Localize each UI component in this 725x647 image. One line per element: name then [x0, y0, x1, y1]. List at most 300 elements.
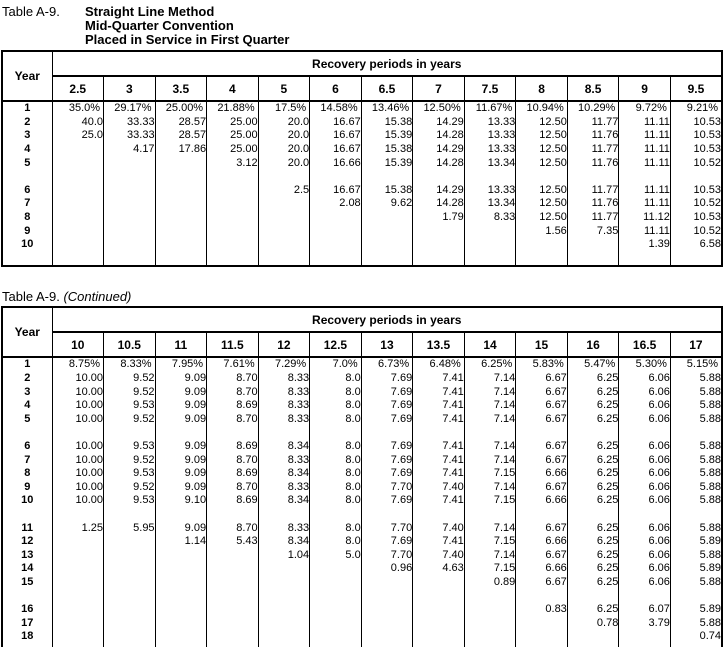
- year-cell: 3: [2, 129, 52, 143]
- value-cell: [258, 224, 310, 238]
- value-cell: 6.25: [567, 494, 619, 508]
- recovery-periods-header: Recovery periods in years: [52, 51, 722, 76]
- value-cell: 8.34: [258, 535, 310, 549]
- table-row: [2, 440, 722, 454]
- value-cell: 9.52: [104, 480, 156, 494]
- value-cell: 9.52: [104, 385, 156, 399]
- value-cell: [52, 576, 104, 590]
- value-cell: 7.70: [361, 548, 413, 562]
- value-cell: 1.14: [155, 535, 207, 549]
- spacer-cell: [464, 508, 516, 522]
- value-cell: [258, 238, 310, 252]
- table-a9-part2: [1, 306, 723, 647]
- table-row: [2, 467, 722, 481]
- period-column-header: 10: [52, 332, 104, 357]
- value-cell: [207, 238, 259, 252]
- value-cell: 11.76: [567, 197, 619, 211]
- value-cell: 8.70: [207, 413, 259, 427]
- year-cell: 4: [2, 399, 52, 413]
- value-cell: 7.14: [464, 413, 516, 427]
- value-cell: [104, 616, 156, 630]
- value-cell: 8.34: [258, 440, 310, 454]
- value-cell: 7.14: [464, 453, 516, 467]
- title-line-method: Straight Line Method: [85, 4, 215, 19]
- value-cell: [464, 224, 516, 238]
- value-cell: 10.00: [52, 467, 104, 481]
- spacer-cell: [619, 589, 671, 603]
- value-cell: [52, 616, 104, 630]
- spacer-cell: [619, 252, 671, 267]
- value-cell: [567, 238, 619, 252]
- value-cell: 6.67: [516, 480, 568, 494]
- year-cell: 7: [2, 197, 52, 211]
- value-cell: 8.70: [207, 372, 259, 386]
- value-cell: 7.69: [361, 467, 413, 481]
- value-cell: 6.25: [567, 576, 619, 590]
- year-cell: 10: [2, 494, 52, 508]
- value-cell: 40.0: [52, 116, 104, 130]
- value-cell: 8.70: [207, 480, 259, 494]
- value-cell: 10.52: [670, 197, 722, 211]
- spacer-cell: [619, 644, 671, 647]
- spacer-row: [2, 252, 722, 267]
- table-row: [2, 603, 722, 617]
- year-cell: 12: [2, 535, 52, 549]
- value-cell: 6.66: [516, 494, 568, 508]
- spacer-cell: [464, 426, 516, 440]
- year-cell: 17: [2, 616, 52, 630]
- value-cell: 14.58%: [310, 101, 362, 116]
- value-cell: 9.09: [155, 385, 207, 399]
- period-column-header: 12.5: [310, 332, 362, 357]
- value-cell: 6.06: [619, 467, 671, 481]
- table-row: [2, 562, 722, 576]
- value-cell: 8.70: [207, 453, 259, 467]
- value-cell: 6.06: [619, 494, 671, 508]
- value-cell: 7.15: [464, 494, 516, 508]
- value-cell: [155, 211, 207, 225]
- value-cell: 10.00: [52, 413, 104, 427]
- value-cell: 6.67: [516, 521, 568, 535]
- value-cell: 6.67: [516, 453, 568, 467]
- value-cell: [361, 576, 413, 590]
- value-cell: [52, 238, 104, 252]
- recovery-periods-header: Recovery periods in years: [52, 307, 722, 332]
- value-cell: 9.52: [104, 372, 156, 386]
- value-cell: 1.39: [619, 238, 671, 252]
- table-row: [2, 129, 722, 143]
- value-cell: [310, 238, 362, 252]
- spacer-cell: [52, 644, 104, 647]
- spacer-cell: [567, 644, 619, 647]
- value-cell: [207, 576, 259, 590]
- year-cell: 11: [2, 521, 52, 535]
- table-row: [2, 156, 722, 170]
- value-cell: 17.5%: [258, 101, 310, 116]
- value-cell: [361, 238, 413, 252]
- value-cell: 5.88: [670, 372, 722, 386]
- value-cell: [104, 576, 156, 590]
- value-cell: 9.53: [104, 440, 156, 454]
- spacer-cell: [104, 252, 156, 267]
- value-cell: 6.06: [619, 440, 671, 454]
- value-cell: 6.25: [567, 385, 619, 399]
- value-cell: 7.41: [413, 385, 465, 399]
- value-cell: 7.41: [413, 467, 465, 481]
- value-cell: 9.09: [155, 399, 207, 413]
- value-cell: 6.67: [516, 372, 568, 386]
- value-cell: 11.77: [567, 184, 619, 198]
- value-cell: 10.94%: [516, 101, 568, 116]
- year-cell: 15: [2, 576, 52, 590]
- year-cell: 1: [2, 101, 52, 116]
- year-cell: 3: [2, 385, 52, 399]
- table-a9-part1: [1, 50, 723, 267]
- value-cell: 12.50: [516, 197, 568, 211]
- spacer-cell: [104, 644, 156, 647]
- value-cell: [207, 184, 259, 198]
- value-cell: 9.09: [155, 440, 207, 454]
- value-cell: [310, 630, 362, 644]
- value-cell: [619, 630, 671, 644]
- table-row: [2, 238, 722, 252]
- value-cell: 6.25: [567, 535, 619, 549]
- value-cell: 13.34: [464, 197, 516, 211]
- header-row-span: [2, 307, 722, 332]
- table-row: [2, 116, 722, 130]
- value-cell: 6.06: [619, 480, 671, 494]
- value-cell: 7.41: [413, 535, 465, 549]
- spacer-cell: [104, 426, 156, 440]
- value-cell: [464, 238, 516, 252]
- value-cell: [413, 630, 465, 644]
- value-cell: 8.0: [310, 521, 362, 535]
- value-cell: [464, 603, 516, 617]
- value-cell: 5.0: [310, 548, 362, 562]
- value-cell: 12.50: [516, 156, 568, 170]
- value-cell: 7.29%: [258, 357, 310, 372]
- value-cell: 6.25: [567, 413, 619, 427]
- year-cell: 9: [2, 224, 52, 238]
- spacer-cell: [464, 252, 516, 267]
- value-cell: 2.5: [258, 184, 310, 198]
- value-cell: 11.11: [619, 116, 671, 130]
- value-cell: 16.67: [310, 129, 362, 143]
- spacer-cell: [207, 644, 259, 647]
- value-cell: 10.53: [670, 184, 722, 198]
- spacer-cell: [567, 426, 619, 440]
- spacer-cell: [464, 170, 516, 184]
- value-cell: 10.00: [52, 440, 104, 454]
- year-cell: 5: [2, 413, 52, 427]
- value-cell: [207, 616, 259, 630]
- value-cell: 13.33: [464, 184, 516, 198]
- period-column-header: 17: [670, 332, 722, 357]
- value-cell: [361, 603, 413, 617]
- value-cell: 8.0: [310, 453, 362, 467]
- value-cell: 5.88: [670, 385, 722, 399]
- value-cell: 8.0: [310, 535, 362, 549]
- value-cell: 28.57: [155, 116, 207, 130]
- value-cell: 6.67: [516, 548, 568, 562]
- spacer-cell: [361, 508, 413, 522]
- value-cell: 8.0: [310, 413, 362, 427]
- spacer-cell: [670, 426, 722, 440]
- value-cell: 25.00: [207, 129, 259, 143]
- value-cell: 16.67: [310, 143, 362, 157]
- spacer-cell: [619, 170, 671, 184]
- value-cell: 5.88: [670, 413, 722, 427]
- spacer-cell: [2, 644, 52, 647]
- value-cell: 0.89: [464, 576, 516, 590]
- value-cell: 5.88: [670, 440, 722, 454]
- period-column-header: 16: [567, 332, 619, 357]
- value-cell: 6.66: [516, 562, 568, 576]
- value-cell: 5.30%: [619, 357, 671, 372]
- value-cell: [155, 156, 207, 170]
- title-line-quarter: Placed in Service in First Quarter: [85, 32, 290, 47]
- value-cell: 14.29: [413, 116, 465, 130]
- value-cell: 9.52: [104, 453, 156, 467]
- table-row: [2, 184, 722, 198]
- table-row: [2, 535, 722, 549]
- table-title-lines: [85, 5, 289, 47]
- value-cell: 6.06: [619, 576, 671, 590]
- spacer-cell: [52, 252, 104, 267]
- value-cell: [310, 211, 362, 225]
- value-cell: 10.00: [52, 494, 104, 508]
- value-cell: [52, 224, 104, 238]
- value-cell: 6.25: [567, 480, 619, 494]
- value-cell: 7.14: [464, 399, 516, 413]
- value-cell: 7.69: [361, 535, 413, 549]
- spacer-cell: [516, 644, 568, 647]
- value-cell: 4.63: [413, 562, 465, 576]
- value-cell: 5.47%: [567, 357, 619, 372]
- value-cell: [207, 548, 259, 562]
- value-cell: 5.43: [207, 535, 259, 549]
- value-cell: 5.88: [670, 453, 722, 467]
- value-cell: 8.33: [258, 521, 310, 535]
- value-cell: 1.04: [258, 548, 310, 562]
- table-row: [2, 357, 722, 372]
- value-cell: 6.07: [619, 603, 671, 617]
- year-column-header: Year: [2, 307, 52, 357]
- value-cell: 5.88: [670, 480, 722, 494]
- spacer-cell: [413, 644, 465, 647]
- value-cell: [104, 184, 156, 198]
- value-cell: 7.69: [361, 453, 413, 467]
- value-cell: 10.00: [52, 385, 104, 399]
- value-cell: 7.14: [464, 385, 516, 399]
- period-column-header: 3: [104, 76, 156, 101]
- table-row: [2, 480, 722, 494]
- year-cell: 9: [2, 480, 52, 494]
- table-row: [2, 197, 722, 211]
- spacer-cell: [207, 252, 259, 267]
- value-cell: [464, 616, 516, 630]
- value-cell: 6.48%: [413, 357, 465, 372]
- value-cell: 5.88: [670, 399, 722, 413]
- period-column-header: 9: [619, 76, 671, 101]
- value-cell: 3.79: [619, 616, 671, 630]
- value-cell: 11.77: [567, 116, 619, 130]
- value-cell: [310, 576, 362, 590]
- year-cell: 8: [2, 211, 52, 225]
- value-cell: [258, 603, 310, 617]
- value-cell: 7.41: [413, 413, 465, 427]
- value-cell: [155, 548, 207, 562]
- value-cell: [155, 576, 207, 590]
- value-cell: 6.67: [516, 399, 568, 413]
- spacer-cell: [104, 170, 156, 184]
- value-cell: [258, 616, 310, 630]
- value-cell: [413, 238, 465, 252]
- period-column-header: 10.5: [104, 332, 156, 357]
- value-cell: 11.77: [567, 211, 619, 225]
- period-column-header: 3.5: [155, 76, 207, 101]
- year-cell: 18: [2, 630, 52, 644]
- continued-suffix: (Continued): [63, 289, 132, 305]
- value-cell: [258, 576, 310, 590]
- value-cell: 10.53: [670, 116, 722, 130]
- value-cell: 8.33: [258, 413, 310, 427]
- value-cell: 7.41: [413, 494, 465, 508]
- spacer-cell: [310, 252, 362, 267]
- value-cell: 7.14: [464, 372, 516, 386]
- spacer-row: [2, 508, 722, 522]
- value-cell: [258, 211, 310, 225]
- period-column-header: 13: [361, 332, 413, 357]
- value-cell: 6.06: [619, 413, 671, 427]
- value-cell: 12.50: [516, 129, 568, 143]
- value-cell: 7.95%: [155, 357, 207, 372]
- spacer-cell: [207, 589, 259, 603]
- value-cell: 33.33: [104, 129, 156, 143]
- value-cell: 25.00: [207, 143, 259, 157]
- header-row-periods: [2, 76, 722, 101]
- value-cell: [104, 603, 156, 617]
- value-cell: 0.74: [670, 630, 722, 644]
- spacer-cell: [52, 426, 104, 440]
- value-cell: 11.11: [619, 129, 671, 143]
- spacer-cell: [207, 508, 259, 522]
- value-cell: [155, 562, 207, 576]
- value-cell: [207, 211, 259, 225]
- value-cell: 21.88%: [207, 101, 259, 116]
- spacer-cell: [670, 252, 722, 267]
- value-cell: 6.25: [567, 467, 619, 481]
- value-cell: 8.0: [310, 480, 362, 494]
- value-cell: 10.53: [670, 129, 722, 143]
- year-cell: 4: [2, 143, 52, 157]
- spacer-cell: [567, 589, 619, 603]
- spacer-cell: [670, 170, 722, 184]
- value-cell: 5.88: [670, 548, 722, 562]
- spacer-cell: [670, 589, 722, 603]
- value-cell: [104, 156, 156, 170]
- value-cell: 10.00: [52, 372, 104, 386]
- value-cell: 14.29: [413, 184, 465, 198]
- value-cell: 7.69: [361, 372, 413, 386]
- value-cell: 6.06: [619, 535, 671, 549]
- value-cell: 25.00%: [155, 101, 207, 116]
- value-cell: 8.70: [207, 385, 259, 399]
- value-cell: [155, 184, 207, 198]
- value-cell: [155, 197, 207, 211]
- spacer-cell: [619, 426, 671, 440]
- value-cell: 8.33: [258, 480, 310, 494]
- spacer-cell: [155, 508, 207, 522]
- value-cell: 20.0: [258, 156, 310, 170]
- period-column-header: 8.5: [567, 76, 619, 101]
- value-cell: [104, 211, 156, 225]
- value-cell: 11.11: [619, 156, 671, 170]
- value-cell: 7.69: [361, 399, 413, 413]
- period-column-header: 6.5: [361, 76, 413, 101]
- value-cell: 5.15%: [670, 357, 722, 372]
- value-cell: 14.28: [413, 129, 465, 143]
- value-cell: [413, 224, 465, 238]
- value-cell: 11.11: [619, 197, 671, 211]
- value-cell: 2.08: [310, 197, 362, 211]
- value-cell: 5.88: [670, 576, 722, 590]
- value-cell: 9.21%: [670, 101, 722, 116]
- value-cell: 9.53: [104, 399, 156, 413]
- period-column-header: 14: [464, 332, 516, 357]
- year-cell: 5: [2, 156, 52, 170]
- value-cell: 7.14: [464, 440, 516, 454]
- table-title: [0, 0, 725, 47]
- spacer-cell: [361, 252, 413, 267]
- spacer-cell: [413, 508, 465, 522]
- spacer-cell: [516, 252, 568, 267]
- spacer-cell: [258, 252, 310, 267]
- spacer-cell: [670, 508, 722, 522]
- value-cell: 8.0: [310, 385, 362, 399]
- value-cell: 20.0: [258, 129, 310, 143]
- value-cell: 11.76: [567, 156, 619, 170]
- value-cell: 5.88: [670, 494, 722, 508]
- spacer-cell: [2, 589, 52, 603]
- spacer-cell: [258, 508, 310, 522]
- value-cell: 13.46%: [361, 101, 413, 116]
- table-row: [2, 453, 722, 467]
- spacer-cell: [310, 170, 362, 184]
- value-cell: 7.70: [361, 521, 413, 535]
- value-cell: 11.11: [619, 143, 671, 157]
- value-cell: 10.00: [52, 453, 104, 467]
- spacer-cell: [567, 170, 619, 184]
- header-row-span: [2, 51, 722, 76]
- value-cell: [52, 197, 104, 211]
- value-cell: 9.09: [155, 467, 207, 481]
- period-column-header: 7.5: [464, 76, 516, 101]
- value-cell: 9.72%: [619, 101, 671, 116]
- value-cell: 11.67%: [464, 101, 516, 116]
- value-cell: 7.69: [361, 385, 413, 399]
- value-cell: 7.69: [361, 494, 413, 508]
- value-cell: 14.28: [413, 156, 465, 170]
- spacer-cell: [155, 252, 207, 267]
- value-cell: [413, 576, 465, 590]
- spacer-cell: [104, 589, 156, 603]
- value-cell: 11.11: [619, 224, 671, 238]
- value-cell: 6.67: [516, 385, 568, 399]
- spacer-cell: [310, 644, 362, 647]
- value-cell: 16.67: [310, 116, 362, 130]
- value-cell: 11.11: [619, 184, 671, 198]
